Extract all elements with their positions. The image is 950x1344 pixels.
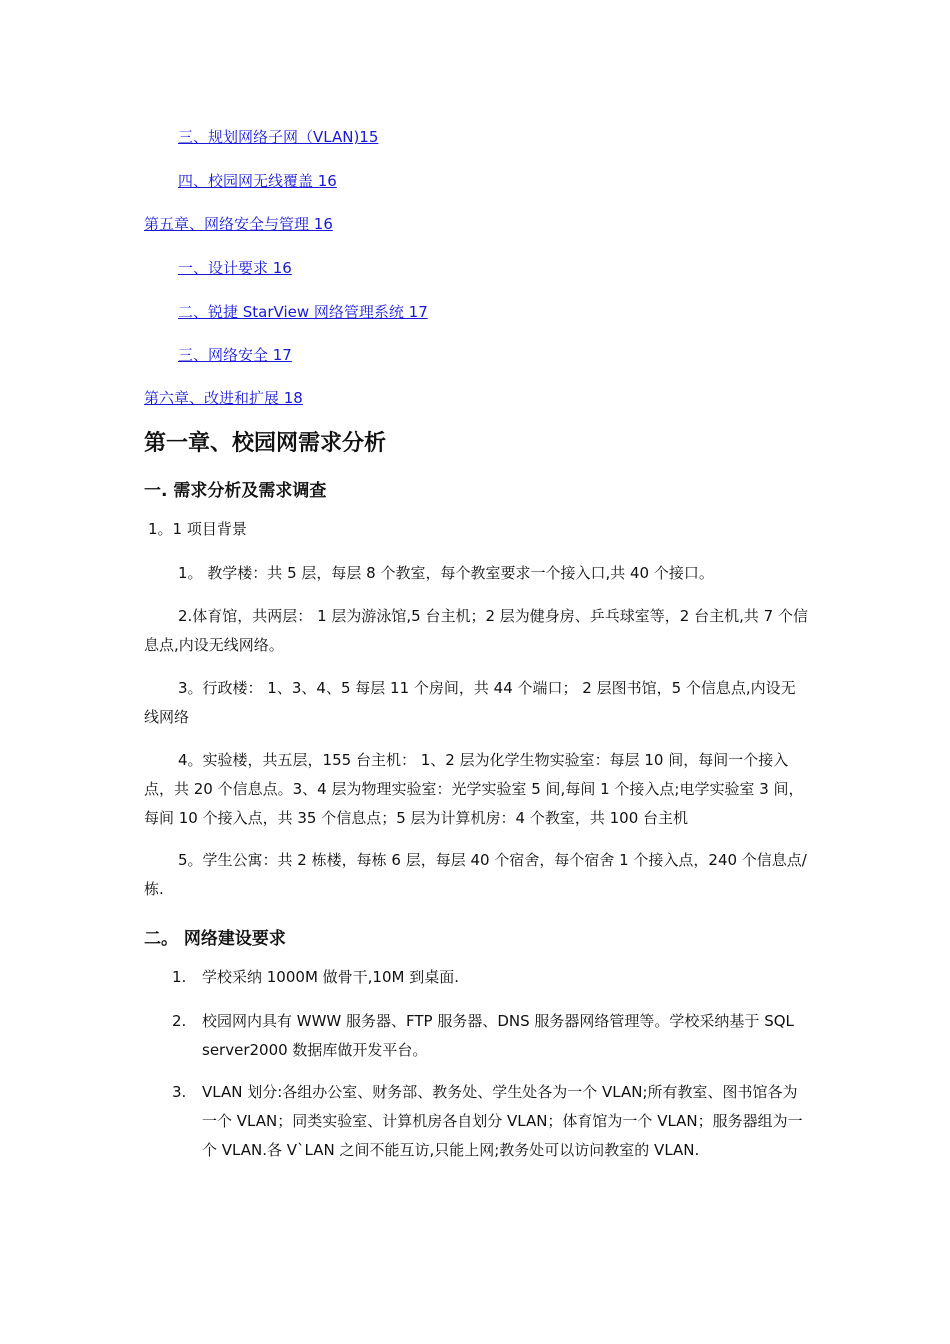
chapter-title: 第一章、校园网需求分析: [144, 431, 387, 456]
paragraph-gymnasium: 2.体育馆，共两层： 1 层为游泳馆,5 台主机；2 层为健身房、乒乓球室等，2 台主机,共 7 个信息点,内设无线网络。: [144, 607, 808, 654]
toc-link-chapter5[interactable]: 第五章、网络安全与管理 16: [144, 215, 333, 233]
project-background-subheading: 1。1 项目背景: [148, 520, 247, 538]
toc-link-starview[interactable]: 二、锐捷 StarView 网络管理系统 17: [178, 303, 428, 321]
list-item-text: VLAN 划分:各组办公室、财务部、教务处、学生处各为一个 VLAN;所有教室、图书馆各为一个 VLAN；同类实验室、计算机房各自划分 VLAN；体育馆为一个 VLAN；服务器组为一个 VLAN.各 V`LAN 之间不能互访,只能上网;教务处可以访问教室的 VLAN.: [202, 1083, 803, 1159]
list-item-number: 1.: [172, 968, 187, 986]
list-item-text: 学校采纳 1000M 做骨干,10M 到桌面.: [202, 968, 459, 986]
toc-link-network-security[interactable]: 三、网络安全 17: [178, 346, 292, 364]
toc-link-vlan-subnet[interactable]: 三、规划网络子网（VLAN)15: [178, 128, 379, 146]
paragraph-lab-building: 4。实验楼，共五层，155 台主机： 1、2 层为化学生物实验室：每层 10 间，每间一个接入点，共 20 个信息点。3、4 层为物理实验室：光学实验室 5 间,每间 1 个接入点;电学实验室 3 间，每间 10 个接入点，共 35 个信息点；5 层为计算机房：4 个教室，共 100 台主机: [144, 751, 804, 827]
list-item-number: 2.: [172, 1012, 187, 1030]
section1-heading: 一. 需求分析及需求调查: [144, 481, 327, 501]
paragraph-admin-building: 3。行政楼： 1、3、4、5 每层 11 个房间，共 44 个端口； 2 层图书馆，5 个信息点,内设无线网络: [144, 679, 796, 726]
toc-link-chapter6[interactable]: 第六章、改进和扩展 18: [144, 389, 303, 407]
toc-link-design-requirements[interactable]: 一、设计要求 16: [178, 259, 292, 277]
paragraph-dormitory: 5。学生公寓：共 2 栋楼，每栋 6 层，每层 40 个宿舍，每个宿舍 1 个接入点，240 个信息点/栋.: [144, 851, 807, 898]
section2-heading: 二。 网络建设要求: [144, 929, 286, 949]
list-item-number: 3.: [172, 1083, 187, 1101]
list-item-text: 校园网内具有 WWW 服务器、FTP 服务器、DNS 服务器网络管理等。学校采纳基于 SQL server2000 数据库做开发平台。: [202, 1012, 794, 1059]
paragraph-teaching-building: 1。 教学楼：共 5 层，每层 8 个教室，每个教室要求一个接入口,共 40 个接口。: [178, 564, 714, 582]
toc-link-wireless-coverage[interactable]: 四、校园网无线覆盖 16: [178, 172, 337, 190]
